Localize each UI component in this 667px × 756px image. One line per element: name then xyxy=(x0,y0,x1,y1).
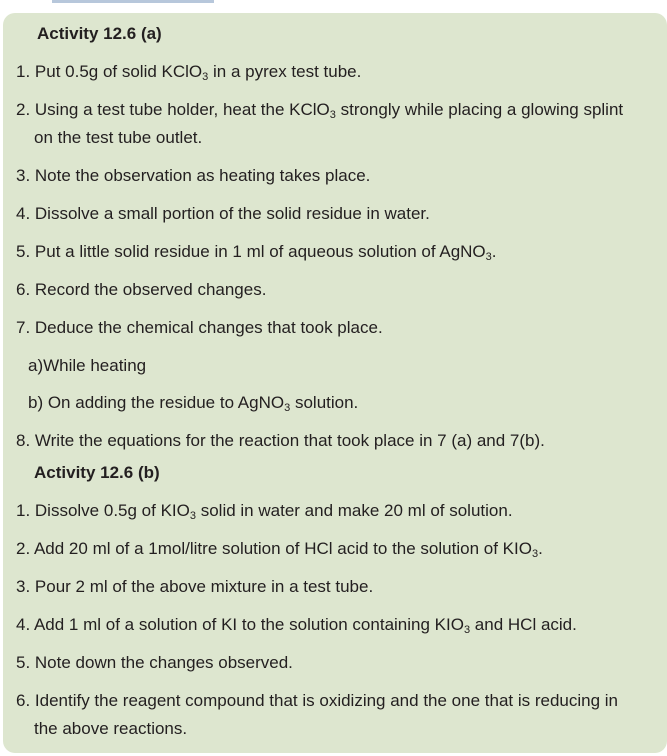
activity-b-step-5: 5. Note down the changes observed. xyxy=(16,653,293,672)
activity-a-step-4: 4. Dissolve a small portion of the solid residue in water. xyxy=(16,204,430,223)
activity-b-step-1: 1. Dissolve 0.5g of $KIO_3$ solid in water and make 20 ml of solution. xyxy=(16,501,513,522)
activity-a-step-2-line-1: 2. Using a test tube holder, heat the KClO$_3$ strongly while placing a glowing splint xyxy=(16,100,624,121)
activity-a-step-5: 5. Put a little solid residue in 1 ml of aqueous solution of AgNO$_3$. xyxy=(16,242,497,263)
activity-a-step-7a: a)While heating xyxy=(28,356,147,375)
activity-a-step-1: 1. Put 0.5g of solid KClO$_3$ in a pyrex test tube. xyxy=(16,62,362,83)
activity-a-step-6: 6. Record the observed changes. xyxy=(16,280,267,299)
activity-a-step-7: 7. Deduce the chemical changes that took place. xyxy=(16,318,383,337)
activity-a-heading: Activity 12.6 (a) xyxy=(37,24,162,43)
activity-b-heading: Activity 12.6 (b) xyxy=(34,463,160,482)
activity-b-step-2: 2. Add 20 ml of a 1mol/litre solution of HCl acid to the solution of $KIO_3$. xyxy=(16,539,543,560)
activity-a-step-3: 3. Note the observation as heating takes place. xyxy=(16,166,371,185)
top-accent-bar xyxy=(52,0,214,3)
activity-a-step-8: 8. Write the equations for the reaction that took place in 7 (a) and 7(b). xyxy=(16,431,545,450)
activity-b-step-6-line-1: 6. Identify the reagent compound that is oxidizing and the one that is reducing in xyxy=(16,691,619,710)
activity-b-step-6-line-2: the above reactions. xyxy=(34,719,188,738)
activity-b-step-4: 4. Add 1 ml of a solution of KI to the solution containing $KIO_3$ and HCl acid. xyxy=(16,615,577,636)
activity-box xyxy=(3,13,667,753)
activity-a-step-2-line-2: on the test tube outlet. xyxy=(34,128,203,147)
activity-a-step-7b: b) On adding the residue to AgNO$_3$ solution. xyxy=(28,393,359,414)
activity-b-step-3: 3. Pour 2 ml of the above mixture in a test tube. xyxy=(16,577,374,596)
